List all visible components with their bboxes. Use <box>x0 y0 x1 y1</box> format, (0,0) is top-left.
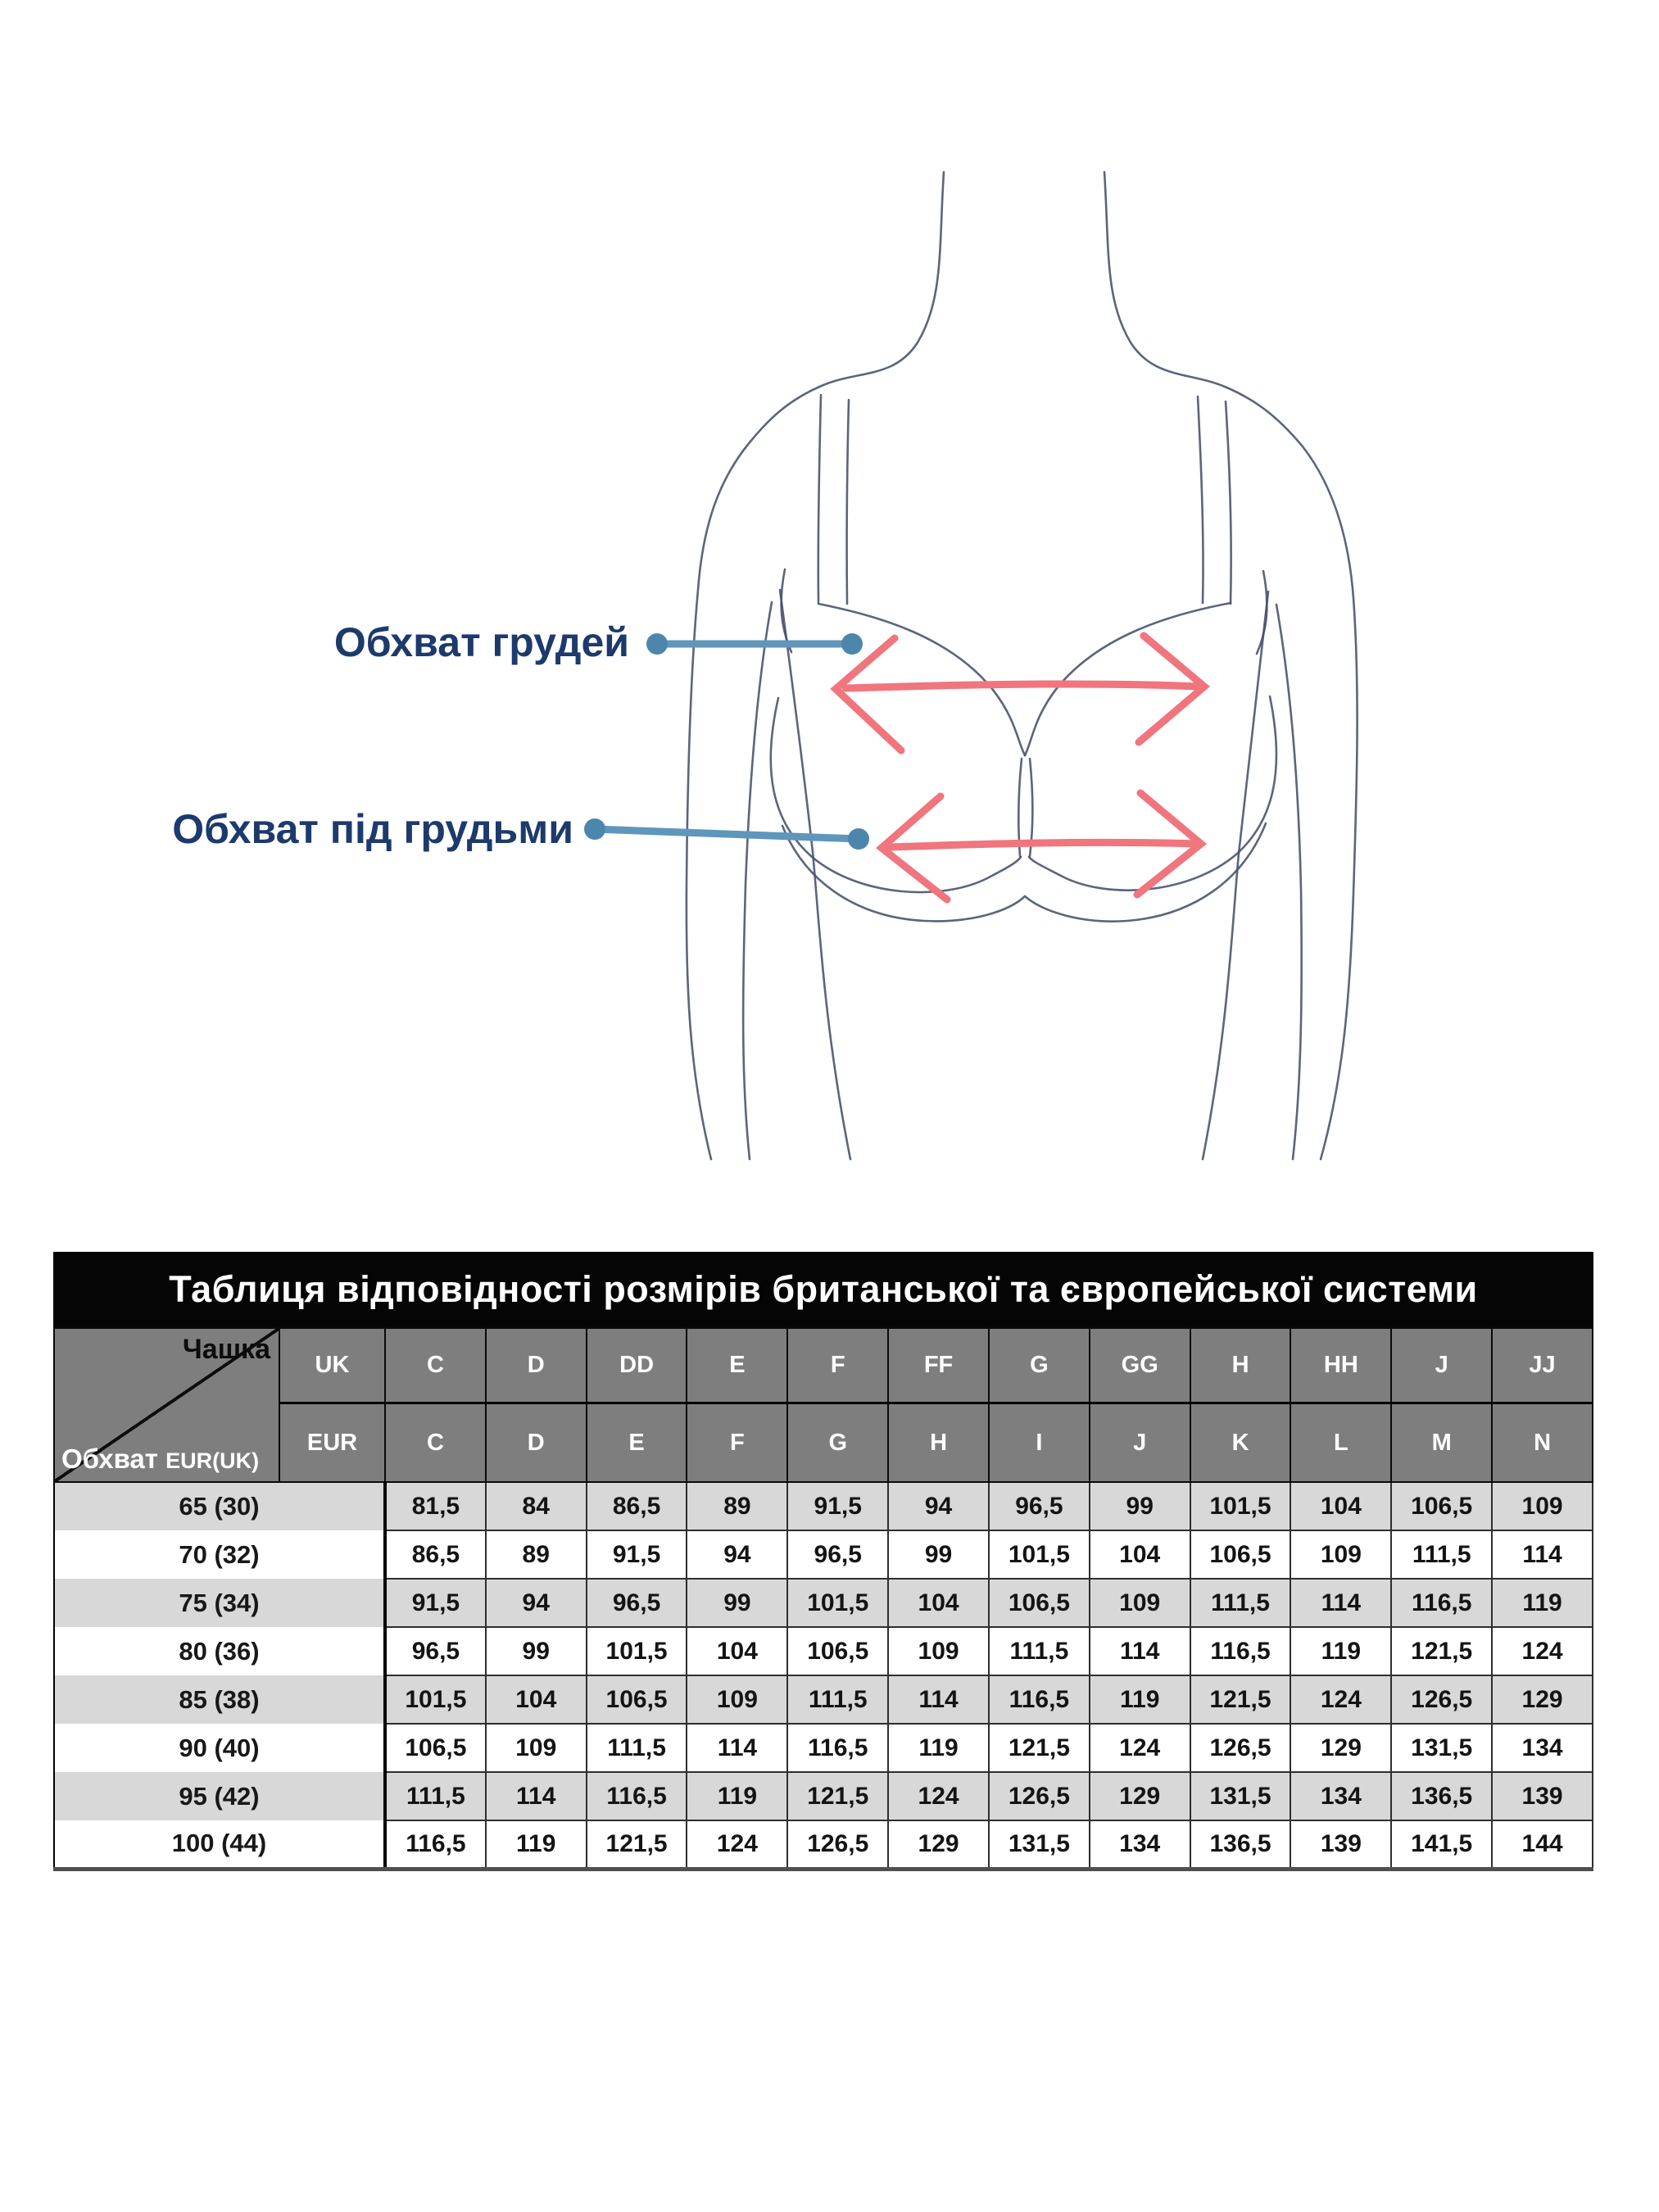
value-cell: 119 <box>888 1724 989 1772</box>
value-cell: 116,5 <box>1190 1627 1291 1675</box>
corner-cell <box>54 1328 279 1482</box>
value-cell: 91,5 <box>787 1482 888 1530</box>
value-cell: 114 <box>1492 1530 1593 1579</box>
value-cell: 96,5 <box>587 1579 687 1627</box>
value-cell: 109 <box>1090 1579 1190 1627</box>
value-cell: 86,5 <box>385 1530 486 1579</box>
value-cell: 86,5 <box>587 1482 687 1530</box>
value-cell: 96,5 <box>385 1627 486 1675</box>
value-cell: 121,5 <box>989 1724 1090 1772</box>
cup-cell-eur: I <box>989 1403 1090 1483</box>
bust-label-connector <box>646 633 863 655</box>
value-cell: 121,5 <box>1391 1627 1492 1675</box>
torso-sketch <box>687 172 1358 1159</box>
value-cell: 114 <box>888 1675 989 1724</box>
value-cell: 114 <box>1290 1579 1391 1627</box>
value-cell: 91,5 <box>587 1530 687 1579</box>
table-title: Таблиця відповідності розмірів британської та європейської системи <box>53 1252 1593 1327</box>
value-cell: 124 <box>888 1772 989 1820</box>
value-cell: 114 <box>687 1724 787 1772</box>
value-cell: 111,5 <box>587 1724 687 1772</box>
band-size-cell: 65 (30) <box>54 1482 385 1530</box>
cup-cell-uk: JJ <box>1492 1328 1593 1403</box>
band-size-cell: 70 (32) <box>54 1530 385 1579</box>
underbust-label-connector <box>584 818 869 850</box>
value-cell: 109 <box>888 1627 989 1675</box>
cup-cell-uk: GG <box>1090 1328 1190 1403</box>
value-cell: 91,5 <box>385 1579 486 1627</box>
value-cell: 94 <box>486 1579 587 1627</box>
value-cell: 104 <box>888 1579 989 1627</box>
value-cell: 119 <box>1090 1675 1190 1724</box>
corner-girth-label <box>61 1444 259 1475</box>
cup-cell-uk: H <box>1190 1328 1291 1403</box>
cup-cell-eur: L <box>1290 1403 1391 1483</box>
value-cell: 106,5 <box>787 1627 888 1675</box>
cup-cell-eur: K <box>1190 1403 1291 1483</box>
value-cell: 144 <box>1492 1820 1593 1869</box>
value-cell: 106,5 <box>587 1675 687 1724</box>
cup-cell-eur: G <box>787 1403 888 1483</box>
table-row <box>54 1675 1593 1724</box>
value-cell: 126,5 <box>989 1772 1090 1820</box>
value-cell: 116,5 <box>587 1772 687 1820</box>
value-cell: 99 <box>687 1579 787 1627</box>
cup-cell-uk: F <box>787 1328 888 1403</box>
value-cell: 129 <box>888 1820 989 1869</box>
value-cell: 109 <box>486 1724 587 1772</box>
value-cell: 111,5 <box>1391 1530 1492 1579</box>
cup-cell-uk: D <box>486 1328 587 1403</box>
value-cell: 104 <box>687 1627 787 1675</box>
band-size-cell: 100 (44) <box>54 1820 385 1869</box>
value-cell: 119 <box>1492 1579 1593 1627</box>
cup-cell-eur: C <box>385 1403 486 1483</box>
corner-girth-text: Обхват <box>61 1444 158 1474</box>
value-cell: 119 <box>687 1772 787 1820</box>
band-size-cell: 75 (34) <box>54 1579 385 1627</box>
table-row <box>54 1627 1593 1675</box>
value-cell: 121,5 <box>587 1820 687 1869</box>
value-cell: 109 <box>1290 1530 1391 1579</box>
value-cell: 99 <box>486 1627 587 1675</box>
value-cell: 111,5 <box>989 1627 1090 1675</box>
value-cell: 126,5 <box>787 1820 888 1869</box>
cup-cell-eur: J <box>1090 1403 1190 1483</box>
cup-cell-eur: E <box>587 1403 687 1483</box>
value-cell: 99 <box>888 1530 989 1579</box>
value-cell: 134 <box>1090 1820 1190 1869</box>
value-cell: 116,5 <box>787 1724 888 1772</box>
table-row <box>54 1579 1593 1627</box>
value-cell: 136,5 <box>1391 1772 1492 1820</box>
table-row <box>54 1530 1593 1579</box>
value-cell: 124 <box>1290 1675 1391 1724</box>
cup-cell-uk: G <box>989 1328 1090 1403</box>
value-cell: 131,5 <box>1190 1772 1291 1820</box>
value-cell: 111,5 <box>1190 1579 1291 1627</box>
size-grid <box>53 1327 1593 1871</box>
value-cell: 94 <box>687 1530 787 1579</box>
value-cell: 101,5 <box>787 1579 888 1627</box>
value-cell: 96,5 <box>787 1530 888 1579</box>
value-cell: 129 <box>1492 1675 1593 1724</box>
value-cell: 131,5 <box>1391 1724 1492 1772</box>
table-row <box>54 1724 1593 1772</box>
underbust-label: Обхват під грудьми <box>172 806 573 852</box>
value-cell: 111,5 <box>787 1675 888 1724</box>
cup-cell-uk: DD <box>587 1328 687 1403</box>
value-cell: 116,5 <box>1391 1579 1492 1627</box>
cup-cell-eur: M <box>1391 1403 1492 1483</box>
band-size-cell: 80 (36) <box>54 1627 385 1675</box>
cup-cell-uk: HH <box>1290 1328 1391 1403</box>
value-cell: 139 <box>1492 1772 1593 1820</box>
table-row <box>54 1772 1593 1820</box>
value-cell: 126,5 <box>1391 1675 1492 1724</box>
value-cell: 131,5 <box>989 1820 1090 1869</box>
bust-measure-arrow <box>836 636 1204 750</box>
value-cell: 124 <box>1492 1627 1593 1675</box>
cup-cell-eur: H <box>888 1403 989 1483</box>
value-cell: 114 <box>486 1772 587 1820</box>
value-cell: 106,5 <box>989 1579 1090 1627</box>
value-cell: 134 <box>1290 1772 1391 1820</box>
value-cell: 104 <box>1290 1482 1391 1530</box>
cup-cell-uk: J <box>1391 1328 1492 1403</box>
value-cell: 136,5 <box>1190 1820 1291 1869</box>
band-size-cell: 95 (42) <box>54 1772 385 1820</box>
value-cell: 119 <box>486 1820 587 1869</box>
eur-system-label: EUR <box>279 1403 385 1483</box>
value-cell: 89 <box>687 1482 787 1530</box>
corner-cup-label: Чашка <box>182 1334 270 1365</box>
cup-cell-eur: D <box>486 1403 587 1483</box>
value-cell: 134 <box>1492 1724 1593 1772</box>
value-cell: 94 <box>888 1482 989 1530</box>
cup-cell-eur: F <box>687 1403 787 1483</box>
value-cell: 129 <box>1090 1772 1190 1820</box>
value-cell: 106,5 <box>1190 1530 1291 1579</box>
bust-label: Обхват грудей <box>333 619 629 665</box>
cup-cell-uk: C <box>385 1328 486 1403</box>
value-cell: 104 <box>1090 1530 1190 1579</box>
value-cell: 139 <box>1290 1820 1391 1869</box>
cup-cell-uk: E <box>687 1328 787 1403</box>
value-cell: 111,5 <box>385 1772 486 1820</box>
table-row <box>54 1820 1593 1869</box>
value-cell: 101,5 <box>989 1530 1090 1579</box>
table-row <box>54 1482 1593 1530</box>
value-cell: 141,5 <box>1391 1820 1492 1869</box>
value-cell: 99 <box>1090 1482 1190 1530</box>
value-cell: 126,5 <box>1190 1724 1291 1772</box>
value-cell: 124 <box>1090 1724 1190 1772</box>
value-cell: 124 <box>687 1820 787 1869</box>
band-size-cell: 90 (40) <box>54 1724 385 1772</box>
value-cell: 84 <box>486 1482 587 1530</box>
uk-system-label: UK <box>279 1328 385 1403</box>
value-cell: 106,5 <box>1391 1482 1492 1530</box>
header-row-eur <box>54 1403 1593 1483</box>
value-cell: 116,5 <box>989 1675 1090 1724</box>
value-cell: 129 <box>1290 1724 1391 1772</box>
header-row-uk <box>54 1328 1593 1403</box>
value-cell: 101,5 <box>1190 1482 1291 1530</box>
value-cell: 119 <box>1290 1627 1391 1675</box>
band-size-cell: 85 (38) <box>54 1675 385 1724</box>
value-cell: 121,5 <box>1190 1675 1291 1724</box>
value-cell: 81,5 <box>385 1482 486 1530</box>
value-cell: 109 <box>1492 1482 1593 1530</box>
value-cell: 114 <box>1090 1627 1190 1675</box>
underbust-measure-arrow <box>882 793 1201 900</box>
size-chart <box>53 1252 1593 1871</box>
value-cell: 89 <box>486 1530 587 1579</box>
value-cell: 106,5 <box>385 1724 486 1772</box>
cup-cell-uk: FF <box>888 1328 989 1403</box>
value-cell: 116,5 <box>385 1820 486 1869</box>
value-cell: 121,5 <box>787 1772 888 1820</box>
value-cell: 101,5 <box>385 1675 486 1724</box>
value-cell: 101,5 <box>587 1627 687 1675</box>
value-cell: 96,5 <box>989 1482 1090 1530</box>
value-cell: 104 <box>486 1675 587 1724</box>
corner-girth-units: EUR(UK) <box>165 1448 260 1473</box>
cup-cell-eur: N <box>1492 1403 1593 1483</box>
value-cell: 109 <box>687 1675 787 1724</box>
